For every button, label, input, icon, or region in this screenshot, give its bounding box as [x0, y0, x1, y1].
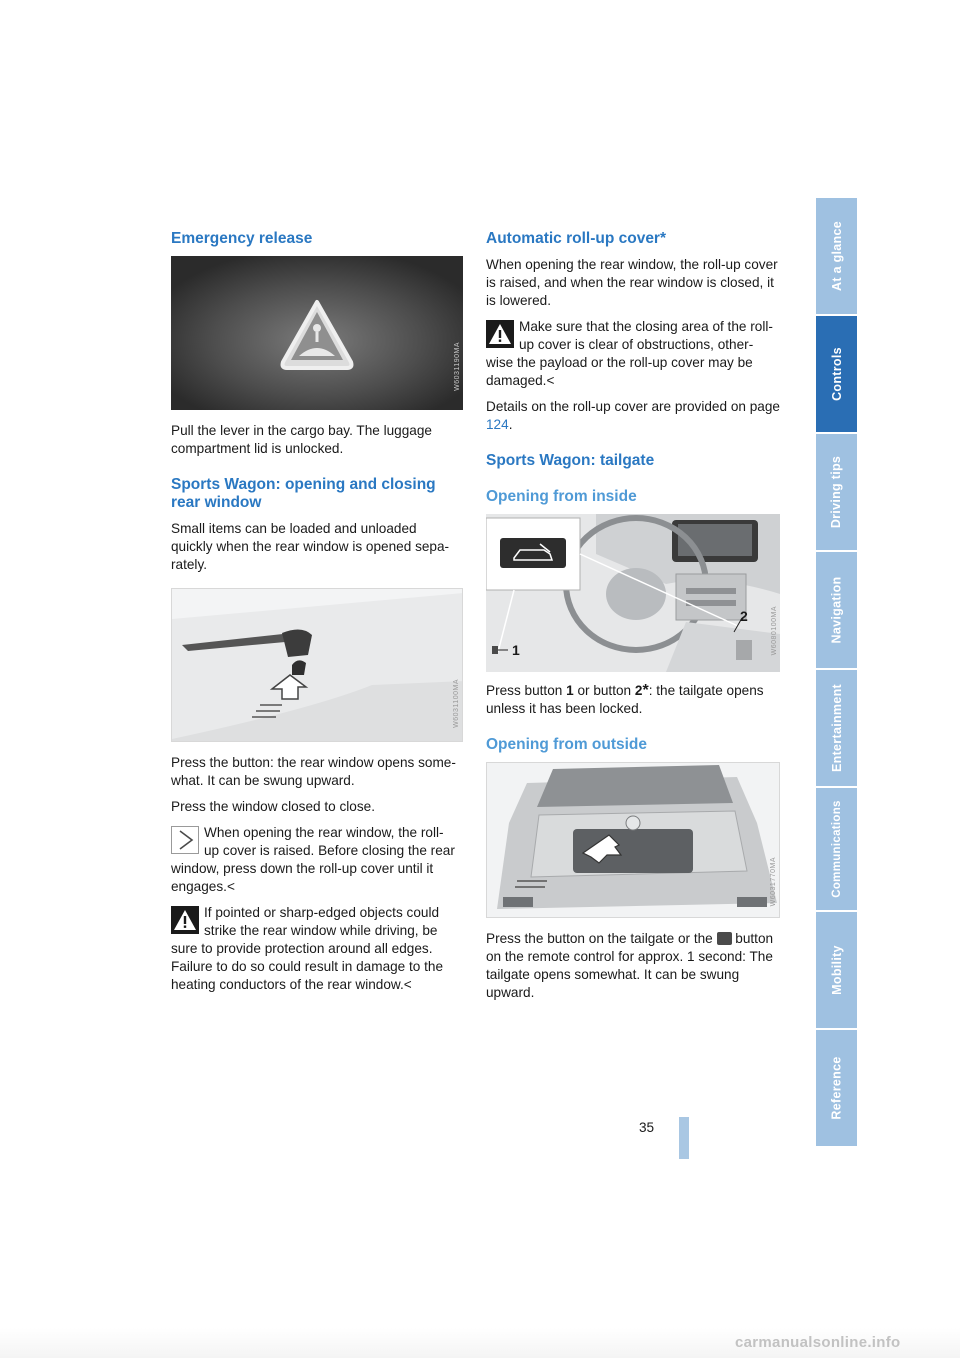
button-ref-2: 2 — [634, 683, 643, 698]
figure-code: W6031190MA — [454, 342, 461, 391]
rear-window-figure — [171, 588, 463, 742]
opening-inside-figure — [486, 514, 780, 672]
note3-line1: Make sure that the closing area of the roll- up cover is clear of obstructions, other- — [519, 319, 773, 352]
watermark — [0, 1328, 960, 1358]
nav-tab-reference[interactable]: Reference — [816, 1030, 857, 1148]
rear-window-press-text — [171, 754, 463, 790]
right-column — [486, 230, 780, 1010]
figure-callout-1: 1 — [512, 642, 520, 658]
press-line-1: Press the button: the rear window opens some- — [171, 755, 456, 770]
intro-line-2: quickly when the rear window is opened sepa- — [171, 539, 450, 554]
option-star: * — [642, 682, 649, 699]
warning-sharp-objects — [171, 904, 463, 994]
note3-rest: wise the payload or the roll-up cover may be damaged.< — [486, 355, 753, 388]
nav-tab-entertainment[interactable]: Entertainment — [816, 670, 857, 788]
note2-line1: If pointed or sharp-edged objects could strike the rear window while driving, be — [204, 905, 440, 938]
rollup-cover-text: When opening the rear window, the roll-up cover is raised, and when the rear window is closed, it is lowered. — [486, 257, 778, 308]
warning-icon — [486, 320, 514, 348]
rear-window-heading: Sports Wagon: opening and closing rear window — [171, 476, 436, 511]
note-arrow-icon — [171, 826, 199, 854]
emergency-release-figure — [171, 256, 463, 410]
press-line-2: what. It can be swung upward. — [171, 773, 355, 788]
tailgate-button-illustration — [487, 763, 780, 918]
figure-code: W6031100MA — [453, 679, 460, 728]
left-column — [171, 230, 463, 1002]
warning-rollup-closing — [486, 318, 780, 390]
note1-line1: When opening the rear window, the roll- up cover is raised. Before closing the rear — [204, 825, 455, 858]
opening-inside-text: Press button 1 or button 2*: the tailgate opens unless it has been locked. — [486, 682, 764, 716]
note2-rest: sure to provide protection around all edges. Failure to do so could result in damage to the heating conductors of the rear window.< — [171, 941, 444, 992]
chapter-navigation — [816, 198, 857, 1148]
nav-tab-controls[interactable]: Controls — [816, 316, 857, 434]
nav-tab-communications[interactable]: Communications — [816, 788, 857, 912]
opening-outside-text: Press the button on the tailgate or the button on the remote control for approx. 1 second: The tailgate opens somewhat. It can be swung upward. — [486, 931, 774, 1000]
tailgate-remote-icon — [717, 932, 732, 945]
nav-tab-mobility[interactable]: Mobility — [816, 912, 857, 1030]
page-number: 35 — [639, 1120, 655, 1135]
figure-code: W6080100MA — [771, 606, 778, 656]
note-rollup — [171, 824, 463, 896]
opening-outside-figure — [486, 762, 780, 918]
emergency-lever-illustration — [171, 256, 463, 410]
intro-line-1: Small items can be loaded and unloaded — [171, 521, 417, 536]
opening-inside-heading: Opening from inside — [486, 488, 637, 505]
page-number-bar — [679, 1117, 689, 1159]
warning-icon — [171, 906, 199, 934]
opening-outside-heading: Opening from outside — [486, 736, 648, 753]
rear-window-button-illustration — [172, 589, 463, 742]
intro-line-3: rately. — [171, 557, 208, 572]
rollup-details-text: Details on the roll-up cover are provided on page 124. — [486, 399, 780, 432]
rear-window-intro — [171, 520, 463, 574]
button-ref-1: 1 — [566, 683, 574, 698]
nav-tab-driving-tips[interactable]: Driving tips — [816, 434, 857, 552]
note1-rest: window, press down the roll-up cover until it engages.< — [171, 861, 434, 894]
figure-callout-2: 2 — [740, 608, 748, 624]
cockpit-tailgate-button-illustration — [486, 514, 780, 672]
nav-tab-at-a-glance[interactable]: At a glance — [816, 198, 857, 316]
watermark-text: carmanualsonline.info — [735, 1334, 901, 1351]
figure-code: W6031770MA — [770, 857, 777, 907]
tailgate-heading: Sports Wagon: tailgate — [486, 452, 655, 469]
nav-tab-navigation[interactable]: Navigation — [816, 552, 857, 670]
rollup-cover-heading: Automatic roll-up cover* — [486, 230, 666, 247]
rear-window-close-text: Press the window closed to close. — [171, 799, 376, 814]
page-link-124[interactable]: 124 — [486, 417, 509, 432]
emergency-release-text: Pull the lever in the cargo bay. The luggage compartment lid is unlocked. — [171, 423, 432, 456]
emergency-release-heading: Emergency release — [171, 230, 313, 247]
